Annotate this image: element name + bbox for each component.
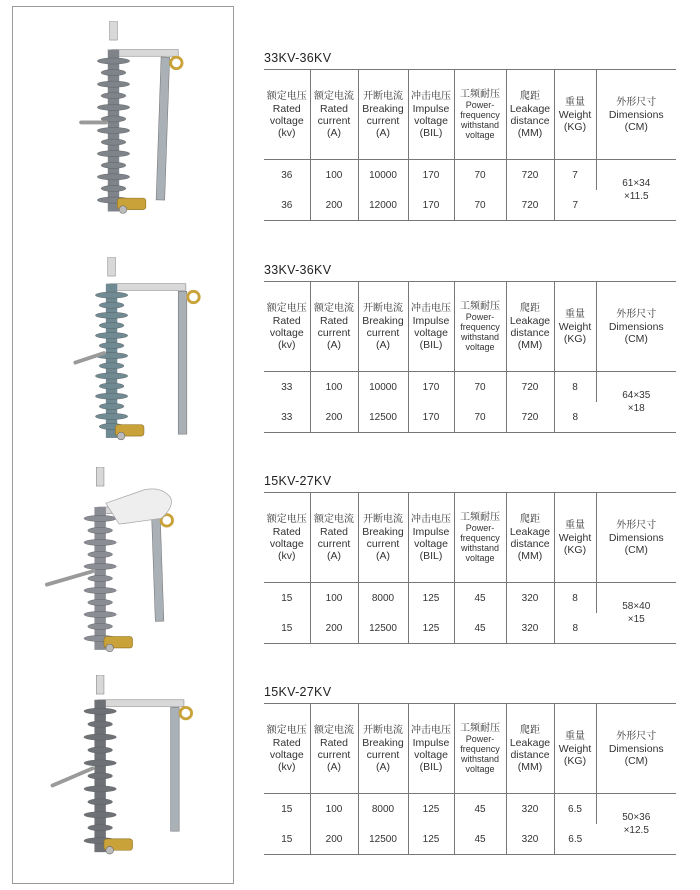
header-chinese-label: 爬距 bbox=[520, 513, 540, 525]
column-header bbox=[506, 70, 554, 160]
table-cell: 70 bbox=[454, 402, 506, 433]
table-cell: 170 bbox=[408, 372, 454, 403]
header-english-label: (KG) bbox=[563, 120, 587, 133]
table-cell: 8 bbox=[554, 372, 596, 403]
column-header bbox=[358, 70, 408, 160]
fuse-cutout-photo-3 bbox=[13, 467, 233, 667]
column-header bbox=[596, 493, 676, 583]
header-chinese-label: 外形尺寸 bbox=[616, 308, 657, 320]
column-header bbox=[506, 704, 554, 794]
table-cell: 45 bbox=[454, 794, 506, 825]
header-chinese-label: 额定电压 bbox=[266, 724, 307, 736]
spec-section bbox=[264, 473, 676, 644]
table-cell: 125 bbox=[408, 794, 454, 825]
dimensions-value: ×15 bbox=[627, 614, 645, 625]
header-english-label: Rated bbox=[272, 102, 301, 115]
header-english-label: Dimensions bbox=[608, 531, 664, 544]
table-cell: 125 bbox=[408, 613, 454, 644]
column-header bbox=[358, 704, 408, 794]
header-english-label: (CM) bbox=[624, 754, 648, 767]
header-english-label: (BIL) bbox=[419, 549, 443, 562]
column-header bbox=[554, 704, 596, 794]
header-english-label: current bbox=[317, 748, 351, 761]
table-row bbox=[264, 160, 676, 191]
header-english-label: Impulse bbox=[412, 525, 450, 538]
header-chinese-label: 额定电压 bbox=[266, 513, 307, 525]
column-header bbox=[310, 493, 358, 583]
header-chinese-label: 额定电流 bbox=[314, 302, 354, 314]
header-english-label: (MM) bbox=[517, 760, 543, 773]
table-cell: 320 bbox=[506, 583, 554, 614]
header-chinese-label: 额定电流 bbox=[314, 513, 354, 525]
header-chinese-label: 爬距 bbox=[520, 724, 540, 736]
column-header bbox=[596, 70, 676, 160]
header-english-label: Weight bbox=[558, 320, 592, 333]
column-header bbox=[454, 704, 506, 794]
header-chinese-label: 重量 bbox=[565, 96, 585, 108]
header-english-label: Leakage bbox=[509, 525, 551, 538]
table-row bbox=[264, 583, 676, 614]
table-cell: 320 bbox=[506, 824, 554, 855]
table-cell: 200 bbox=[310, 824, 358, 855]
table-cell: 10000 bbox=[358, 372, 408, 403]
header-english-label: Dimensions bbox=[608, 742, 664, 755]
header-english-label: (BIL) bbox=[419, 338, 443, 351]
header-chinese-label: 开断电流 bbox=[363, 724, 403, 736]
header-english-label: current bbox=[317, 114, 351, 127]
header-english-label: voltage bbox=[465, 763, 495, 774]
table-cell: 36 bbox=[264, 160, 310, 191]
table-cell: 170 bbox=[408, 402, 454, 433]
header-english-label: distance bbox=[510, 537, 550, 550]
table-cell: 170 bbox=[408, 160, 454, 191]
header-english-label: withstand bbox=[460, 753, 500, 764]
table-cell: 12500 bbox=[358, 402, 408, 433]
section-title: 33KV-36KV bbox=[264, 263, 332, 277]
spec-table bbox=[264, 69, 676, 221]
column-header bbox=[554, 493, 596, 583]
header-english-label: (A) bbox=[327, 549, 341, 562]
header-english-label: Leakage bbox=[509, 736, 551, 749]
table-cell: 45 bbox=[454, 824, 506, 855]
header-english-label: (BIL) bbox=[419, 760, 443, 773]
header-english-label: Dimensions bbox=[608, 108, 664, 121]
table-cell: 170 bbox=[408, 190, 454, 221]
column-header bbox=[554, 70, 596, 160]
table-cell: 100 bbox=[310, 583, 358, 614]
table-cell: 33 bbox=[264, 402, 310, 433]
column-header bbox=[310, 70, 358, 160]
table-cell: 15 bbox=[264, 794, 310, 825]
header-english-label: (kv) bbox=[278, 126, 296, 139]
header-english-label: (KG) bbox=[563, 754, 587, 767]
table-cell: 200 bbox=[310, 190, 358, 221]
header-english-label: (A) bbox=[376, 549, 390, 562]
header-chinese-label: 开断电流 bbox=[363, 90, 403, 102]
header-english-label: Leakage bbox=[509, 314, 551, 327]
table-cell: 7 bbox=[554, 190, 596, 221]
header-english-label: voltage bbox=[414, 748, 448, 761]
table-cell: 15 bbox=[264, 583, 310, 614]
table-cell: 320 bbox=[506, 613, 554, 644]
header-english-label: Rated bbox=[272, 736, 301, 749]
table-cell: 6.5 bbox=[554, 794, 596, 825]
spec-table bbox=[264, 281, 676, 433]
header-english-label: voltage bbox=[465, 129, 495, 140]
column-header bbox=[506, 282, 554, 372]
header-english-label: frequency bbox=[460, 743, 500, 754]
header-english-label: voltage bbox=[465, 552, 495, 563]
table-cell: 720 bbox=[506, 160, 554, 191]
table-cell: 100 bbox=[310, 160, 358, 191]
header-chinese-label: 爬距 bbox=[520, 90, 540, 102]
header-english-label: Weight bbox=[558, 531, 592, 544]
header-english-label: Breaking bbox=[362, 102, 404, 115]
header-english-label: voltage bbox=[465, 341, 495, 352]
spec-section bbox=[264, 262, 676, 433]
header-english-label: Power- bbox=[465, 733, 495, 744]
header-english-label: (A) bbox=[327, 338, 341, 351]
dimensions-cell bbox=[596, 372, 676, 433]
section-title: 33KV-36KV bbox=[264, 51, 332, 65]
column-header bbox=[454, 282, 506, 372]
dimensions-value: 50×36 bbox=[622, 812, 651, 823]
column-header bbox=[506, 493, 554, 583]
header-english-label: (CM) bbox=[624, 332, 648, 345]
spec-table bbox=[264, 703, 676, 855]
header-english-label: current bbox=[366, 537, 400, 550]
header-english-label: (MM) bbox=[517, 549, 543, 562]
header-english-label: Rated bbox=[319, 102, 349, 115]
header-english-label: current bbox=[366, 114, 400, 127]
header-chinese-label: 爬距 bbox=[520, 302, 540, 314]
column-header bbox=[454, 493, 506, 583]
header-chinese-label: 额定电流 bbox=[314, 724, 354, 736]
table-cell: 10000 bbox=[358, 160, 408, 191]
spec-section bbox=[264, 50, 676, 221]
dimensions-value: ×18 bbox=[627, 403, 645, 414]
dimensions-value: ×12.5 bbox=[623, 825, 649, 836]
column-header bbox=[596, 282, 676, 372]
header-english-label: Breaking bbox=[362, 314, 404, 327]
table-row bbox=[264, 372, 676, 403]
table-cell: 720 bbox=[506, 372, 554, 403]
header-english-label: (KG) bbox=[563, 543, 587, 556]
column-header bbox=[264, 282, 310, 372]
header-chinese-label: 额定电压 bbox=[266, 90, 307, 102]
table-cell: 36 bbox=[264, 190, 310, 221]
header-english-label: withstand bbox=[460, 119, 500, 130]
table-cell: 100 bbox=[310, 794, 358, 825]
header-english-label: distance bbox=[510, 748, 550, 761]
table-cell: 125 bbox=[408, 583, 454, 614]
header-english-label: voltage bbox=[269, 537, 304, 550]
column-header bbox=[264, 493, 310, 583]
table-cell: 8 bbox=[554, 583, 596, 614]
table-cell: 70 bbox=[454, 190, 506, 221]
table-cell: 15 bbox=[264, 824, 310, 855]
header-english-label: voltage bbox=[269, 114, 304, 127]
dimensions-value: 61×34 bbox=[622, 178, 651, 189]
header-english-label: Power- bbox=[465, 522, 495, 533]
header-chinese-label: 冲击电压 bbox=[411, 90, 451, 102]
header-english-label: frequency bbox=[460, 109, 500, 120]
header-chinese-label: 重量 bbox=[565, 519, 585, 531]
column-header bbox=[596, 704, 676, 794]
header-english-label: Rated bbox=[319, 736, 349, 749]
header-english-label: Rated bbox=[319, 525, 349, 538]
column-header bbox=[408, 493, 454, 583]
header-english-label: (A) bbox=[376, 760, 390, 773]
header-english-label: (A) bbox=[376, 126, 390, 139]
table-cell: 12500 bbox=[358, 824, 408, 855]
header-english-label: Rated bbox=[319, 314, 349, 327]
table-cell: 12500 bbox=[358, 613, 408, 644]
header-english-label: voltage bbox=[414, 326, 448, 339]
dimensions-value: 58×40 bbox=[622, 601, 651, 612]
header-english-label: (A) bbox=[327, 126, 341, 139]
product-photo-panel bbox=[12, 6, 234, 884]
table-cell: 200 bbox=[310, 402, 358, 433]
column-header bbox=[310, 704, 358, 794]
column-header bbox=[408, 70, 454, 160]
column-header bbox=[454, 70, 506, 160]
header-english-label: (kv) bbox=[278, 338, 296, 351]
header-chinese-label: 重量 bbox=[565, 308, 585, 320]
dimensions-value: 64×35 bbox=[622, 390, 651, 401]
column-header bbox=[358, 493, 408, 583]
fuse-cutout-photo-4 bbox=[13, 675, 233, 875]
header-chinese-label: 冲击电压 bbox=[411, 724, 451, 736]
header-english-label: frequency bbox=[460, 321, 500, 332]
header-english-label: voltage bbox=[269, 748, 304, 761]
section-title: 15KV-27KV bbox=[264, 474, 332, 488]
header-english-label: voltage bbox=[414, 114, 448, 127]
header-english-label: Rated bbox=[272, 314, 301, 327]
spec-section bbox=[264, 684, 676, 855]
header-chinese-label: 开断电流 bbox=[363, 513, 403, 525]
fuse-cutout-photo-2 bbox=[13, 257, 233, 457]
table-cell: 33 bbox=[264, 372, 310, 403]
table-cell: 70 bbox=[454, 160, 506, 191]
header-english-label: voltage bbox=[269, 326, 304, 339]
header-english-label: (A) bbox=[376, 338, 390, 351]
section-title: 15KV-27KV bbox=[264, 685, 332, 699]
table-cell: 8000 bbox=[358, 794, 408, 825]
header-english-label: current bbox=[317, 326, 351, 339]
header-english-label: (CM) bbox=[624, 543, 648, 556]
table-cell: 70 bbox=[454, 372, 506, 403]
table-cell: 8000 bbox=[358, 583, 408, 614]
header-chinese-label: 外形尺寸 bbox=[616, 519, 657, 531]
header-english-label: voltage bbox=[414, 537, 448, 550]
table-cell: 6.5 bbox=[554, 824, 596, 855]
table-cell: 100 bbox=[310, 372, 358, 403]
header-chinese-label: 开断电流 bbox=[363, 302, 403, 314]
table-cell: 720 bbox=[506, 190, 554, 221]
table-cell: 8 bbox=[554, 613, 596, 644]
header-chinese-label: 工频耐压 bbox=[460, 511, 500, 523]
header-english-label: Leakage bbox=[509, 102, 551, 115]
table-row bbox=[264, 794, 676, 825]
header-english-label: withstand bbox=[460, 331, 500, 342]
header-chinese-label: 工频耐压 bbox=[460, 722, 500, 734]
header-english-label: Breaking bbox=[362, 525, 404, 538]
header-chinese-label: 外形尺寸 bbox=[616, 730, 657, 742]
header-english-label: Power- bbox=[465, 99, 495, 110]
table-cell: 12000 bbox=[358, 190, 408, 221]
header-english-label: (kv) bbox=[278, 760, 296, 773]
column-header bbox=[310, 282, 358, 372]
column-header bbox=[408, 704, 454, 794]
header-english-label: Dimensions bbox=[608, 320, 664, 333]
header-english-label: current bbox=[317, 537, 351, 550]
header-chinese-label: 冲击电压 bbox=[411, 513, 451, 525]
header-english-label: Impulse bbox=[412, 736, 450, 749]
fuse-cutout-photo-1 bbox=[13, 21, 233, 221]
column-header bbox=[264, 704, 310, 794]
dimensions-value: ×11.5 bbox=[623, 191, 649, 202]
table-cell: 45 bbox=[454, 583, 506, 614]
spec-table bbox=[264, 492, 676, 644]
column-header bbox=[408, 282, 454, 372]
header-english-label: (A) bbox=[327, 760, 341, 773]
header-english-label: distance bbox=[510, 114, 550, 127]
table-cell: 320 bbox=[506, 794, 554, 825]
dimensions-cell bbox=[596, 794, 676, 855]
dimensions-cell bbox=[596, 583, 676, 644]
header-english-label: (kv) bbox=[278, 549, 296, 562]
header-english-label: Power- bbox=[465, 311, 495, 322]
column-header bbox=[264, 70, 310, 160]
header-chinese-label: 额定电压 bbox=[266, 302, 307, 314]
header-english-label: withstand bbox=[460, 542, 500, 553]
header-english-label: Weight bbox=[558, 108, 592, 121]
table-cell: 720 bbox=[506, 402, 554, 433]
column-header bbox=[554, 282, 596, 372]
header-english-label: (BIL) bbox=[419, 126, 443, 139]
header-chinese-label: 工频耐压 bbox=[460, 88, 500, 100]
dimensions-cell bbox=[596, 160, 676, 221]
table-cell: 45 bbox=[454, 613, 506, 644]
header-chinese-label: 冲击电压 bbox=[411, 302, 451, 314]
header-english-label: (MM) bbox=[517, 338, 543, 351]
header-english-label: Rated bbox=[272, 525, 301, 538]
header-english-label: frequency bbox=[460, 532, 500, 543]
header-english-label: (CM) bbox=[624, 120, 648, 133]
table-cell: 15 bbox=[264, 613, 310, 644]
table-cell: 7 bbox=[554, 160, 596, 191]
header-english-label: (MM) bbox=[517, 126, 543, 139]
header-english-label: Impulse bbox=[412, 314, 450, 327]
header-english-label: current bbox=[366, 748, 400, 761]
table-cell: 125 bbox=[408, 824, 454, 855]
header-english-label: Impulse bbox=[412, 102, 450, 115]
header-english-label: Weight bbox=[558, 742, 592, 755]
table-cell: 8 bbox=[554, 402, 596, 433]
header-english-label: distance bbox=[510, 326, 550, 339]
header-chinese-label: 外形尺寸 bbox=[616, 96, 657, 108]
header-english-label: Breaking bbox=[362, 736, 404, 749]
header-chinese-label: 工频耐压 bbox=[460, 300, 500, 312]
table-cell: 200 bbox=[310, 613, 358, 644]
header-chinese-label: 重量 bbox=[565, 730, 585, 742]
column-header bbox=[358, 282, 408, 372]
header-chinese-label: 额定电流 bbox=[314, 90, 354, 102]
header-english-label: current bbox=[366, 326, 400, 339]
header-english-label: (KG) bbox=[563, 332, 587, 345]
